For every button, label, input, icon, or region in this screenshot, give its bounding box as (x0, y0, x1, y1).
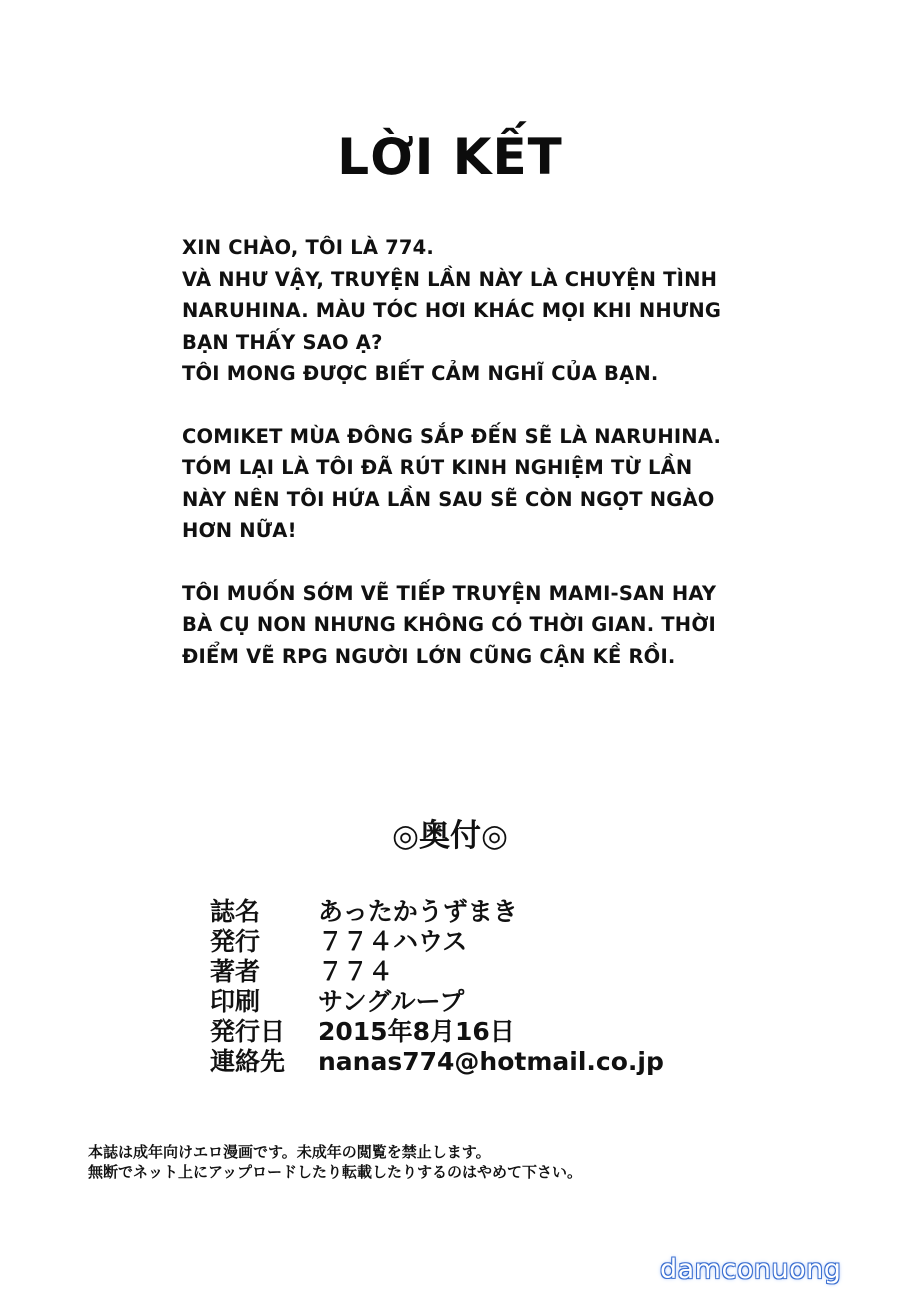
afterword-line: ĐIỂM VẼ RPG NGƯỜI LỚN CŨNG CẬN KỀ RỒI. (182, 644, 676, 668)
colophon-key: 発行 (210, 927, 261, 956)
site-watermark: damconuong (660, 1254, 842, 1285)
afterword-line: BẠN THẤY SAO Ạ? (182, 330, 383, 354)
colophon-row (210, 897, 664, 927)
afterword-line: XIN CHÀO, TÔI LÀ 774. (182, 236, 435, 259)
colophon-heading: ◎奥付◎ (391, 818, 509, 854)
afterword-line: TÔI MUỐN SỚM VẼ TIẾP TRUYỆN MAMI-SAN HAY (182, 581, 717, 605)
colophon-row (210, 1017, 664, 1047)
colophon-value: サングループ (318, 987, 465, 1016)
colophon-value: あったかうずまき (318, 897, 518, 926)
colophon-row (210, 927, 664, 957)
contact-email: nanas774@hotmail.co.jp (318, 1047, 664, 1076)
notice-line: 無断でネット上にアップロードしたり転載したりするのはやめて下さい。 (88, 1163, 582, 1181)
afterword-line: TÔI MONG ĐƯỢC BIẾT CẢM NGHĨ CỦA BẠN. (182, 362, 659, 385)
afterword-paragraph (182, 578, 742, 673)
afterword-text (182, 232, 742, 703)
colophon-key: 著者 (210, 957, 261, 986)
age-restriction-notice (88, 1142, 582, 1182)
colophon-row (210, 1047, 664, 1077)
notice-line: 本誌は成年向けエロ漫画です。未成年の閲覧を禁止します。 (88, 1143, 491, 1161)
afterword-line: HƠN NỮA! (182, 519, 297, 542)
afterword-line: BÀ CỤ NON NHƯNG KHÔNG CÓ THỜI GIAN. THỜI (182, 613, 717, 636)
colophon-value: ７７４ハウス (318, 927, 468, 956)
colophon-value: 2015年8月16日 (318, 1017, 515, 1046)
colophon-row (210, 987, 664, 1017)
afterword-line: NARUHINA. MÀU TÓC HƠI KHÁC MỌI KHI NHƯNG (182, 299, 722, 322)
colophon-row (210, 957, 664, 987)
colophon-table (210, 897, 664, 1077)
page-title: LỜI KẾT (337, 128, 563, 186)
colophon-value: ７７４ (318, 957, 394, 986)
colophon-key: 連絡先 (210, 1047, 286, 1076)
colophon-key: 印刷 (210, 987, 261, 1016)
afterword-line: NÀY NÊN TÔI HỨA LẦN SAU SẼ CÒN NGỌT NGÀO (182, 487, 715, 511)
colophon-key: 誌名 (210, 897, 261, 926)
afterword-line: COMIKET MÙA ĐÔNG SẮP ĐẾN SẼ LÀ NARUHINA. (182, 424, 722, 448)
afterword-paragraph (182, 232, 742, 390)
colophon-key: 発行日 (210, 1017, 286, 1046)
afterword-line: TÓM LẠI LÀ TÔI ĐÃ RÚT KINH NGHIỆM TỪ LẦN (182, 456, 693, 479)
afterword-paragraph (182, 421, 742, 547)
afterword-line: VÀ NHƯ VẬY, TRUYỆN LẦN NÀY LÀ CHUYỆN TÌNH (182, 267, 718, 291)
